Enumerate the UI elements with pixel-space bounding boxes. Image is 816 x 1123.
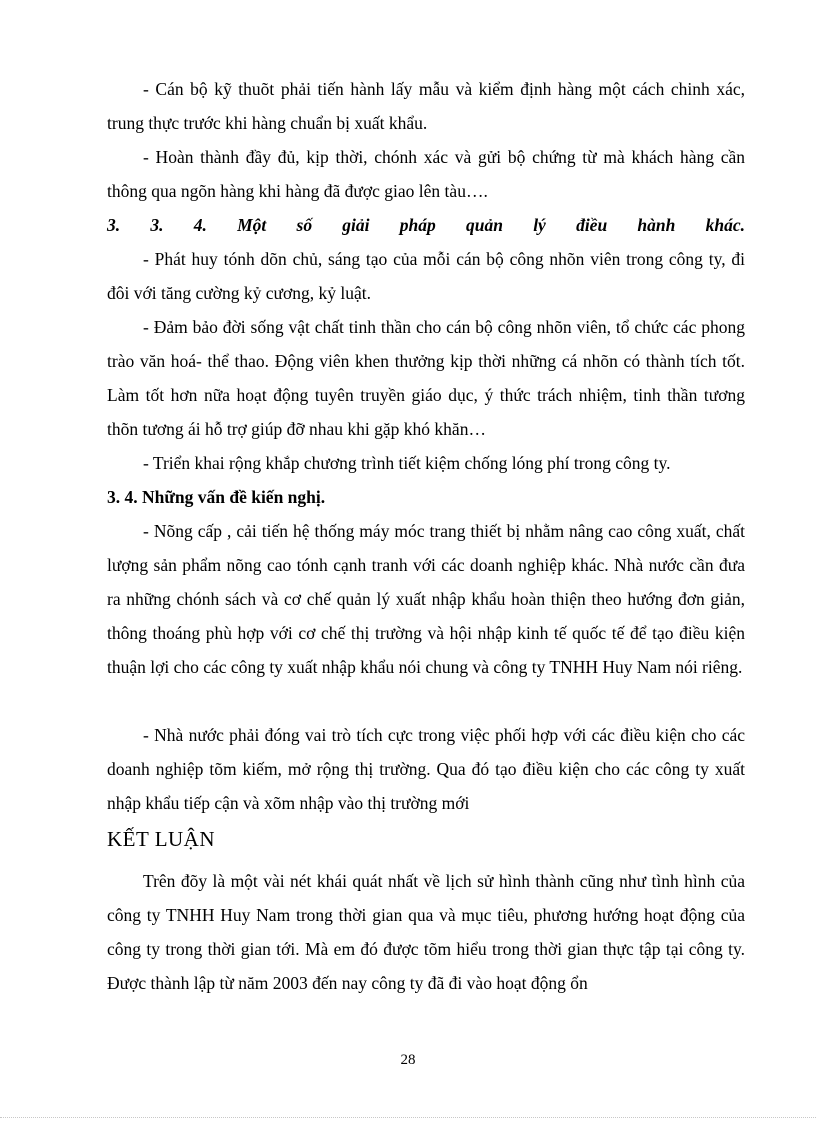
page-number: 28 (400, 1052, 416, 1068)
heading-other-management-solutions: 3. 3. 4. Một số giải pháp quản lý điều hành khác. (107, 215, 745, 235)
paragraph-state-role: - Nhà nước phải đóng vai trò tích cực trong việc phối hợp với các điều kiện cho các doanh nghiệp tõm kiếm, mở rộng thị trường. Qua đó tạo điều kiện cho các công ty xuất nhập khẩu tiếp cận và xõm nhập vào thị trường mới (107, 725, 745, 813)
paragraph-documents: - Hoàn thành đầy đủ, kịp thời, chónh xác và gửi bộ chứng từ mà khách hàng cần thông qua ngõn hàng khi hàng đã được giao lên tàu…. (107, 147, 745, 201)
paragraph-democracy: - Phát huy tónh dõn chủ, sáng tạo của mỗi cán bộ công nhõn viên trong công ty, đi đôi với tăng cường kỷ cương, kỷ luật. (107, 249, 745, 303)
page-bottom-rule (0, 1117, 816, 1118)
conclusion-title: KẾT LUẬN (107, 827, 216, 851)
paragraph-sampling: - Cán bộ kỹ thuõt phải tiến hành lấy mẫu và kiểm định hàng một cách chinh xác, trung thực trước khi hàng chuẩn bị xuất khẩu. (107, 79, 745, 133)
heading-recommendations: 3. 4. Những vấn đề kiến nghị. (107, 487, 326, 507)
paragraph-welfare: - Đảm bảo đời sống vật chất tinh thần cho cán bộ công nhõn viên, tổ chức các phong trào văn hoá- thể thao. Động viên khen thưởng kịp thời những cá nhõn có thành tích tốt. Làm tốt hơn nữa hoạt động tuyên truyền giáo dục, ý thức trách nhiệm, tinh thần tương thõn tương ái hỗ trợ giúp đỡ nhau khi gặp khó khăn… (107, 317, 745, 439)
paragraph-conclusion: Trên đõy là một vài nét khái quát nhất về lịch sử hình thành cũng như tình hình của công ty TNHH Huy Nam trong thời gian qua và mục tiêu, phương hướng hoạt động của công ty trong thời gian tới. Mà em đó được tõm hiểu trong thời gian thực tập tại công ty. Được thành lập từ năm 2003 đến nay công ty đã đi vào hoạt động ổn (107, 871, 745, 993)
paragraph-savings: - Triển khai rộng khắp chương trình tiết kiệm chống lóng phí trong công ty. (143, 453, 671, 473)
paragraph-upgrade: - Nõng cấp , cải tiến hệ thống máy móc trang thiết bị nhằm nâng cao công xuất, chất lượng sản phẩm nõng cao tónh cạnh tranh với các doanh nghiệp khác. Nhà nước cần đưa ra những chónh sách và cơ chế quản lý xuất nhập khẩu hoàn thiện theo hướng đơn giản, thông thoáng phù hợp với cơ chế thị trường và hội nhập kinh tế quốc tế để tạo điều kiện thuận lợi cho các công ty xuất nhập khẩu nói chung và công ty TNHH Huy Nam nói riêng. (107, 521, 745, 677)
